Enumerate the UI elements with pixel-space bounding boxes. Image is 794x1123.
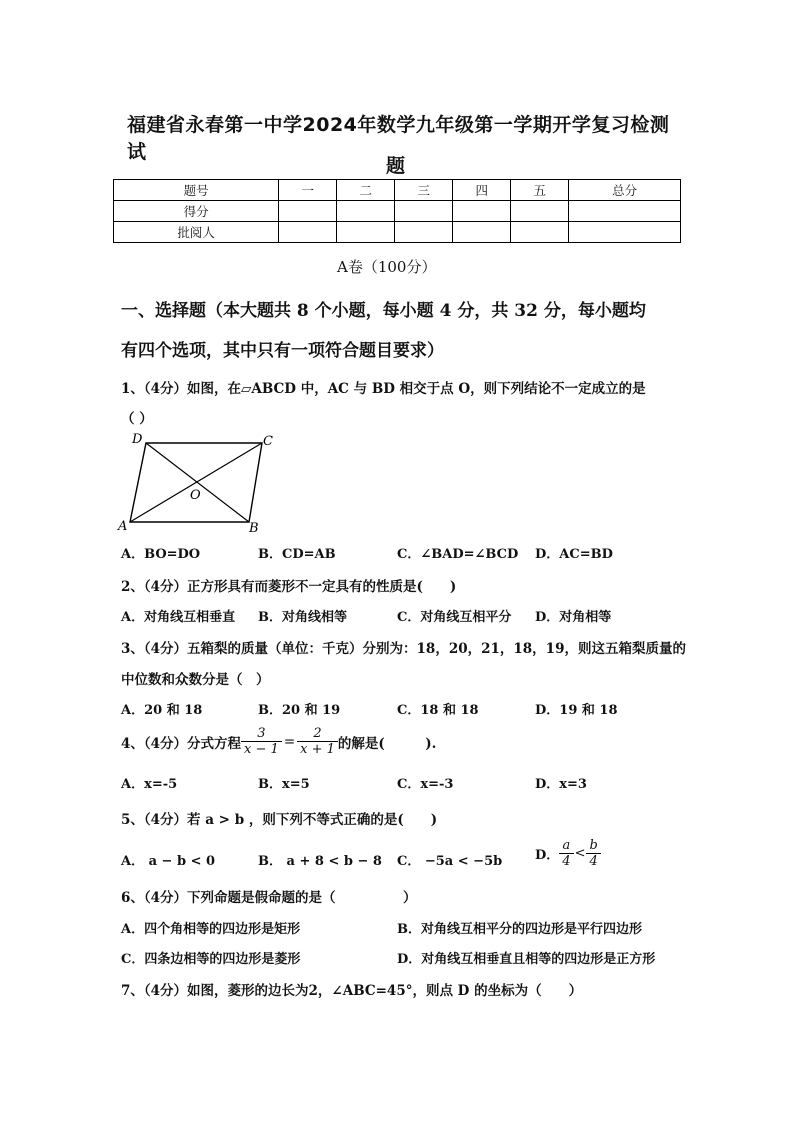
question-3-option-b: B．20 和 19 bbox=[258, 703, 341, 718]
question-4-stem-prefix: 4、（4分）分式方程 bbox=[121, 735, 242, 752]
question-1-option-c: C．∠BAD=∠BCD bbox=[397, 547, 519, 562]
fraction-denominator: x + 1 bbox=[297, 741, 338, 757]
question-4-stem bbox=[121, 726, 436, 757]
table-header-cell: 五 bbox=[511, 180, 569, 201]
table-cell bbox=[395, 222, 453, 243]
table-header-cell: 一 bbox=[279, 180, 337, 201]
question-6-option-d: D．对角线互相垂直且相等的四边形是正方形 bbox=[397, 952, 656, 967]
fraction-numerator: b bbox=[589, 838, 598, 853]
section-heading: 一、选择题（本大题共 8 个小题，每小题 4 分，共 32 分，每小题均 bbox=[121, 301, 646, 321]
question-1-option-d: D．AC=BD bbox=[535, 547, 613, 562]
fraction-b-over-4 bbox=[586, 838, 600, 869]
table-cell bbox=[453, 201, 511, 222]
section-heading-continued: 有四个选项，其中只有一项符合题目要求） bbox=[121, 341, 444, 361]
question-4-option-c: C．x=-3 bbox=[397, 777, 454, 792]
table-header-cell: 总分 bbox=[569, 180, 681, 201]
fraction-numerator: 2 bbox=[313, 726, 322, 741]
intersection-label-o: O bbox=[190, 488, 201, 503]
question-5-option-c: C． −5a < −5b bbox=[397, 854, 503, 869]
question-5-option-b: B． a + 8 < b − 8 bbox=[258, 854, 382, 869]
fraction-numerator: a bbox=[562, 838, 571, 853]
question-6-option-c: C．四条边相等的四边形是菱形 bbox=[121, 952, 301, 967]
question-4-option-a: A．x=-5 bbox=[121, 777, 178, 792]
table-header-cell: 三 bbox=[395, 180, 453, 201]
question-3-option-d: D．19 和 18 bbox=[535, 703, 618, 718]
question-1-option-b: B．CD=AB bbox=[258, 547, 336, 562]
volume-label: A卷（100分） bbox=[337, 258, 437, 276]
table-cell bbox=[279, 222, 337, 243]
question-5-stem: 5、（4分）若 a > b ，则下列不等式正确的是( ) bbox=[121, 812, 438, 828]
table-row bbox=[114, 201, 681, 222]
table-row bbox=[114, 222, 681, 243]
page-title-continued: 题 bbox=[386, 155, 406, 177]
table-cell bbox=[279, 201, 337, 222]
table-cell bbox=[395, 201, 453, 222]
fraction-a-over-4 bbox=[559, 838, 573, 869]
equals-sign: = bbox=[283, 733, 296, 750]
question-2-option-c: C．对角线互相平分 bbox=[397, 610, 512, 625]
row-label-grader: 批阅人 bbox=[114, 222, 279, 243]
question-2-option-b: B．对角线相等 bbox=[258, 610, 347, 625]
fraction-numerator: 3 bbox=[257, 726, 266, 741]
score-table-header-row bbox=[114, 180, 681, 201]
question-4-option-d: D．x=3 bbox=[535, 777, 587, 792]
question-3-stem-continued: 中位数和众数分是（ ） bbox=[121, 672, 270, 688]
fraction-denominator: x − 1 bbox=[241, 741, 282, 757]
question-7-stem: 7、（4分）如图，菱形的边长为2，∠ABC=45°，则点 D 的坐标为（ ） bbox=[121, 983, 583, 999]
option-d-label: D． bbox=[535, 848, 560, 863]
question-2-stem: 2、（4分）正方形具有而菱形不一定具有的性质是( ) bbox=[121, 579, 457, 595]
fraction-2-over-x-plus-1 bbox=[297, 726, 338, 757]
diagonal-ac bbox=[130, 443, 262, 522]
parallelogram-figure bbox=[112, 428, 282, 538]
question-4-stem-suffix: 的解是( ). bbox=[337, 735, 437, 752]
diagonal-bd bbox=[146, 443, 249, 522]
fraction-denominator: 4 bbox=[586, 853, 600, 869]
question-2-option-a: A．对角线互相垂直 bbox=[121, 610, 236, 625]
score-table bbox=[113, 179, 681, 243]
table-cell bbox=[337, 201, 395, 222]
table-cell bbox=[453, 222, 511, 243]
table-cell bbox=[569, 201, 681, 222]
page-title: 福建省永春第一中学2024年数学九年级第一学期开学复习检测试 bbox=[127, 114, 670, 163]
table-cell bbox=[337, 222, 395, 243]
table-header-cell: 二 bbox=[337, 180, 395, 201]
question-6-option-b: B．对角线互相平分的四边形是平行四边形 bbox=[397, 922, 642, 937]
table-cell bbox=[511, 222, 569, 243]
question-5-option-a: A． a − b < 0 bbox=[121, 854, 216, 869]
table-cell bbox=[511, 201, 569, 222]
less-than-sign: < bbox=[574, 846, 586, 861]
vertex-label-a: A bbox=[118, 519, 128, 534]
question-6-stem: 6、（4分）下列命题是假命题的是（ ） bbox=[121, 890, 417, 906]
question-3-option-a: A．20 和 18 bbox=[121, 703, 203, 718]
question-6-option-a: A．四个角相等的四边形是矩形 bbox=[121, 922, 301, 937]
question-1-stem: 1、（4分）如图，在▱ABCD 中，AC 与 BD 相交于点 O，则下列结论不一定成立的是 bbox=[121, 381, 646, 397]
table-header-cell: 四 bbox=[453, 180, 511, 201]
question-1-stem-continued: （ ） bbox=[121, 411, 153, 427]
question-5-option-d bbox=[535, 838, 601, 869]
question-3-option-c: C．18 和 18 bbox=[397, 703, 479, 718]
question-3-stem: 3、（4分）五箱梨的质量（单位：千克）分别为：18，20，21，18，19，则这五箱梨质量的 bbox=[121, 641, 686, 657]
vertex-label-d: D bbox=[132, 432, 143, 447]
table-header-cell: 题号 bbox=[114, 180, 279, 201]
fraction-3-over-x-minus-1 bbox=[241, 726, 282, 757]
fraction-denominator: 4 bbox=[559, 853, 573, 869]
vertex-label-b: B bbox=[249, 521, 259, 536]
row-label-score: 得分 bbox=[114, 201, 279, 222]
table-cell bbox=[569, 222, 681, 243]
question-4-option-b: B．x=5 bbox=[258, 777, 310, 792]
question-2-option-d: D．对角相等 bbox=[535, 610, 612, 625]
vertex-label-c: C bbox=[263, 434, 273, 449]
question-1-option-a: A．BO=DO bbox=[121, 547, 201, 562]
